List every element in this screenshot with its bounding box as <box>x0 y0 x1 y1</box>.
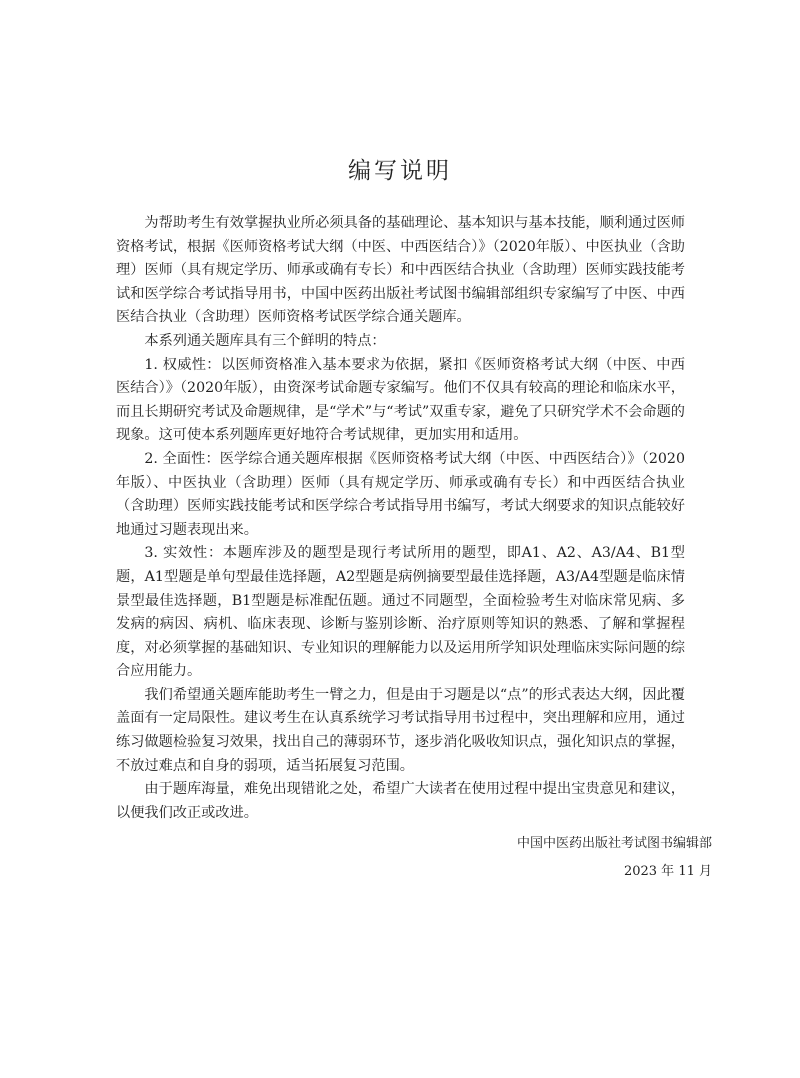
page-title: 编写说明 <box>348 158 452 185</box>
paragraph-features-intro: 本系列通关题库具有三个鲜明的特点： <box>144 332 386 349</box>
paragraph-intro: 为帮助考生有效掌握执业所必须具备的基础理论、基本知识与基本技能，顺利通过医师资格考试，根据《医师资格考试大纲（中医、中西医结合）》（2020年版）、中医执业（含助理）医师（具有规定学历、师承或确有专长）和中西医结合执业（含助理）医师实践技能考试和医学综合考试指导用书，中国中医药出版社考试图书编辑部组织专家编写了中医、中西医结合执业（含助理）医师资格考试医学综合通关题库。 <box>116 215 685 326</box>
signature-org: 中国中医药出版社考试图书编辑部 <box>516 836 712 851</box>
paragraph-effectiveness: 3. 实效性：本题库涉及的题型是现行考试所用的题型，即A1、A2、A3/A4、B1型题，A1型题是单句型最佳选择题，A2型题是病例摘要型最佳选择题，A3/A4型题是临床情景型最佳选择题，B1型题是标准配伍题。通过不同题型，全面检验考生对临床常见病、多发病的病因、病机、临床表现、诊断与鉴别诊断、治疗原则等知识的熟悉、了解和掌握程度，对必须掌握的基础知识、专业知识的理解能力以及运用所学知识处理临床实际问题的综合应用能力。 <box>116 545 685 680</box>
paragraph-comprehensiveness: 2. 全面性：医学综合通关题库根据《医师资格考试大纲（中医、中西医结合）》（2020年版）、中医执业（含助理）医师（具有规定学历、师承或确有专长）和中西医结合执业（含助理）医师实践技能考试和医学综合考试指导用书编写，考试大纲要求的知识点能较好地通过习题表现出来。 <box>116 450 685 538</box>
paragraph-hope: 我们希望通关题库能助考生一臂之力，但是由于习题是以“点”的形式表达大纲，因此覆盖面有一定局限性。建议考生在认真系统学习考试指导用书过程中，突出理解和应用，通过练习做题检验复习效果，找出自己的薄弱环节，逐步消化吸收知识点，强化知识点的掌握，不放过难点和自身的弱项，适当拓展复习范围。 <box>116 686 685 774</box>
signature-date: 2023 年 11 月 <box>623 864 712 879</box>
paragraph-authority: 1. 权威性：以医师资格准入基本要求为依据，紧扣《医师资格考试大纲（中医、中西医结合）》（2020年版），由资深考试命题专家编写。他们不仅具有较高的理论和临床水平，而且长期研究考试及命题规律，是“学术”与“考试”双重专家，避免了只研究学术不会命题的现象。这可使本系列题库更好地符合考试规律，更加实用和适用。 <box>116 356 685 444</box>
document-body <box>116 212 685 825</box>
signature-block <box>517 830 712 886</box>
paragraph-feedback: 由于题库海量，难免出现错讹之处，希望广大读者在使用过程中提出宝贵意见和建议，以便我们改正或改进。 <box>116 781 685 821</box>
